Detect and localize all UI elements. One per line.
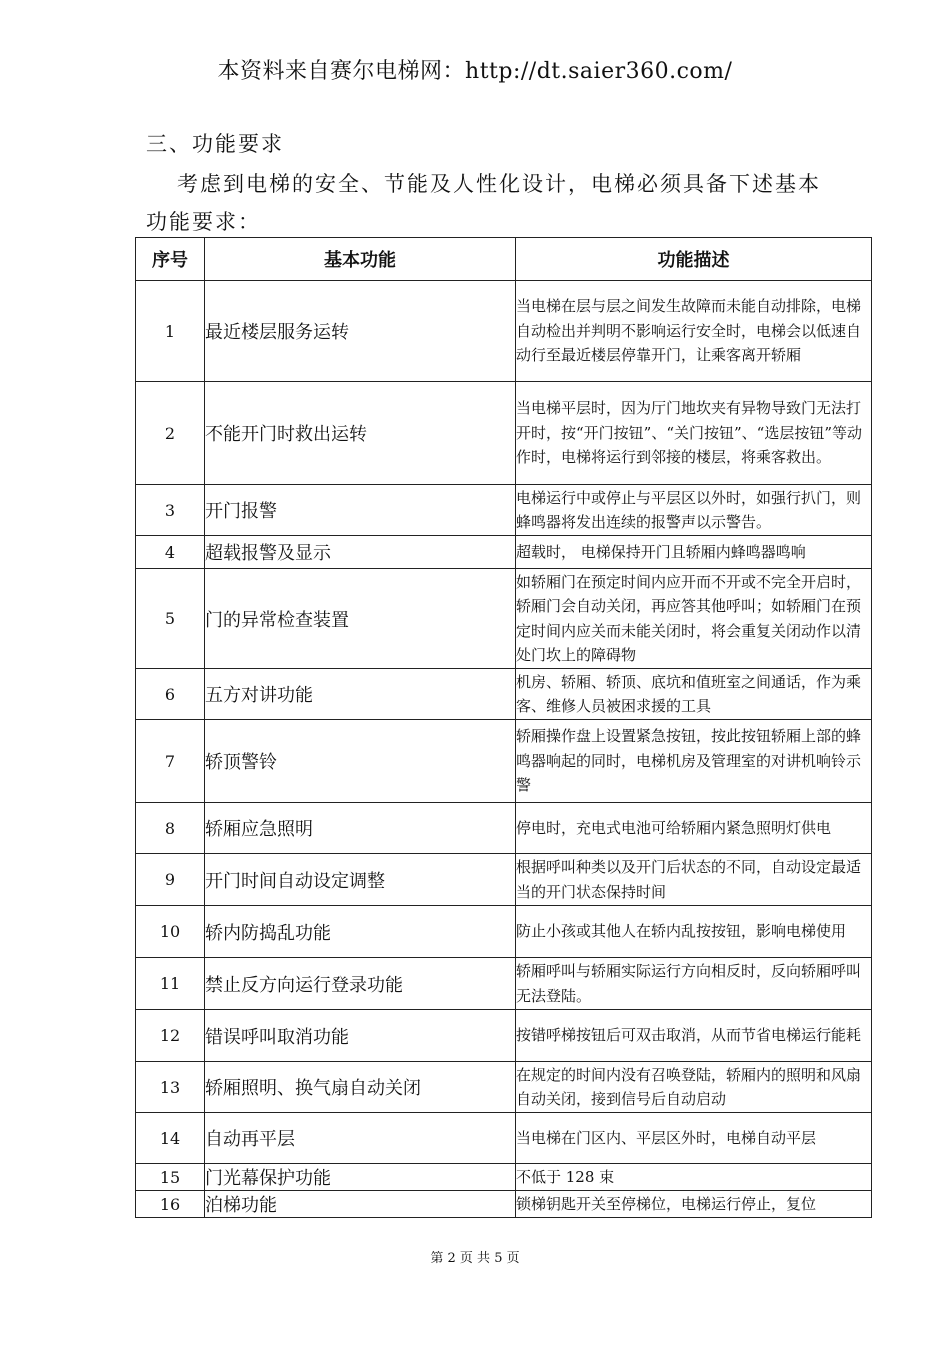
page-number: 第 2 页 共 5 页 <box>430 1251 520 1266</box>
row-number: 2 <box>136 382 205 485</box>
row-description: 当电梯在门区内、平层区外时，电梯自动平层 <box>516 1113 872 1164</box>
table-row <box>136 536 872 569</box>
row-function: 五方对讲功能 <box>205 669 516 720</box>
row-number: 11 <box>136 958 205 1010</box>
row-description: 轿厢操作盘上设置紧急按钮，按此按钮轿厢上部的蜂鸣器响起的同时，电梯机房及管理室的对讲机响铃示警 <box>516 720 872 803</box>
table-row <box>136 958 872 1010</box>
table-row <box>136 720 872 803</box>
table-row <box>136 1062 872 1113</box>
row-description: 按错呼梯按钮后可双击取消，从而节省电梯运行能耗 <box>516 1010 872 1062</box>
intro-line-1: 考虑到电梯的安全、节能及人性化设计，电梯必须具备下述基本 <box>177 172 821 196</box>
row-description: 在规定的时间内没有召唤登陆，轿厢内的照明和风扇自动关闭，接到信号后自动启动 <box>516 1062 872 1113</box>
table-row <box>136 281 872 382</box>
table-row <box>136 803 872 854</box>
row-number: 14 <box>136 1113 205 1164</box>
row-function: 门光幕保护功能 <box>205 1164 516 1191</box>
row-description: 电梯运行中或停止与平层区以外时，如强行扒门，则蜂鸣器将发出连续的报警声以示警告。 <box>516 485 872 536</box>
row-function: 轿厢照明、换气扇自动关闭 <box>205 1062 516 1113</box>
row-function: 轿厢应急照明 <box>205 803 516 854</box>
table-row <box>136 569 872 669</box>
header-number: 序号 <box>136 238 205 281</box>
row-function: 开门时间自动设定调整 <box>205 854 516 906</box>
row-description: 锁梯钥匙开关至停梯位，电梯运行停止，复位 <box>516 1191 872 1218</box>
row-function: 门的异常检查装置 <box>205 569 516 669</box>
table-row <box>136 382 872 485</box>
header-function: 基本功能 <box>205 238 516 281</box>
row-number: 16 <box>136 1191 205 1218</box>
section-title: 三、功能要求 <box>146 132 284 156</box>
header-description: 功能描述 <box>516 238 872 281</box>
row-number: 4 <box>136 536 205 569</box>
row-function: 最近楼层服务运转 <box>205 281 516 382</box>
row-number: 6 <box>136 669 205 720</box>
table-row <box>136 669 872 720</box>
row-number: 9 <box>136 854 205 906</box>
table-row <box>136 906 872 958</box>
row-number: 8 <box>136 803 205 854</box>
row-number: 15 <box>136 1164 205 1191</box>
table-row <box>136 854 872 906</box>
table-row <box>136 1191 872 1218</box>
source-header: 本资料来自赛尔电梯网：http://dt.saier360.com/ <box>217 59 733 84</box>
row-description: 超载时， 电梯保持开门且轿厢内蜂鸣器鸣响 <box>516 536 872 569</box>
table-row <box>136 1010 872 1062</box>
row-number: 13 <box>136 1062 205 1113</box>
row-number: 5 <box>136 569 205 669</box>
row-function: 泊梯功能 <box>205 1191 516 1218</box>
row-function: 轿内防捣乱功能 <box>205 906 516 958</box>
row-description: 轿厢呼叫与轿厢实际运行方向相反时，反向轿厢呼叫无法登陆。 <box>516 958 872 1010</box>
row-description: 当电梯在层与层之间发生故障而未能自动排除，电梯自动检出并判明不影响运行安全时，电梯会以低速自动行至最近楼层停靠开门，让乘客离开轿厢 <box>516 281 872 382</box>
row-function: 轿顶警铃 <box>205 720 516 803</box>
row-description: 当电梯平层时，因为厅门地坎夹有异物导致门无法打开时，按“开门按钮”、“关门按钮”、“选层按钮”等动作时，电梯将运行到邻接的楼层，将乘客救出。 <box>516 382 872 485</box>
row-description: 根据呼叫种类以及开门后状态的不同，自动设定最适当的开门状态保持时间 <box>516 854 872 906</box>
row-number: 3 <box>136 485 205 536</box>
row-number: 10 <box>136 906 205 958</box>
row-function: 不能开门时救出运转 <box>205 382 516 485</box>
table-row <box>136 1113 872 1164</box>
table-row <box>136 1164 872 1191</box>
row-function: 超载报警及显示 <box>205 536 516 569</box>
row-description: 不低于 128 束 <box>516 1164 872 1191</box>
table-row <box>136 485 872 536</box>
row-description: 停电时，充电式电池可给轿厢内紧急照明灯供电 <box>516 803 872 854</box>
row-function: 错误呼叫取消功能 <box>205 1010 516 1062</box>
row-number: 1 <box>136 281 205 382</box>
row-function: 禁止反方向运行登录功能 <box>205 958 516 1010</box>
row-description: 如轿厢门在预定时间内应开而不开或不完全开启时，轿厢门会自动关闭，再应答其他呼叫；如轿厢门在预定时间内应关而未能关闭时，将会重复关闭动作以清处门坎上的障碍物 <box>516 569 872 669</box>
row-number: 7 <box>136 720 205 803</box>
intro-line-2: 功能要求： <box>146 210 261 234</box>
function-requirements-table <box>135 237 872 1218</box>
table-header-row <box>136 238 872 281</box>
row-description: 机房、轿厢、轿顶、底坑和值班室之间通话，作为乘客、维修人员被困求援的工具 <box>516 669 872 720</box>
row-function: 开门报警 <box>205 485 516 536</box>
row-number: 12 <box>136 1010 205 1062</box>
row-description: 防止小孩或其他人在轿内乱按按钮，影响电梯使用 <box>516 906 872 958</box>
row-function: 自动再平层 <box>205 1113 516 1164</box>
